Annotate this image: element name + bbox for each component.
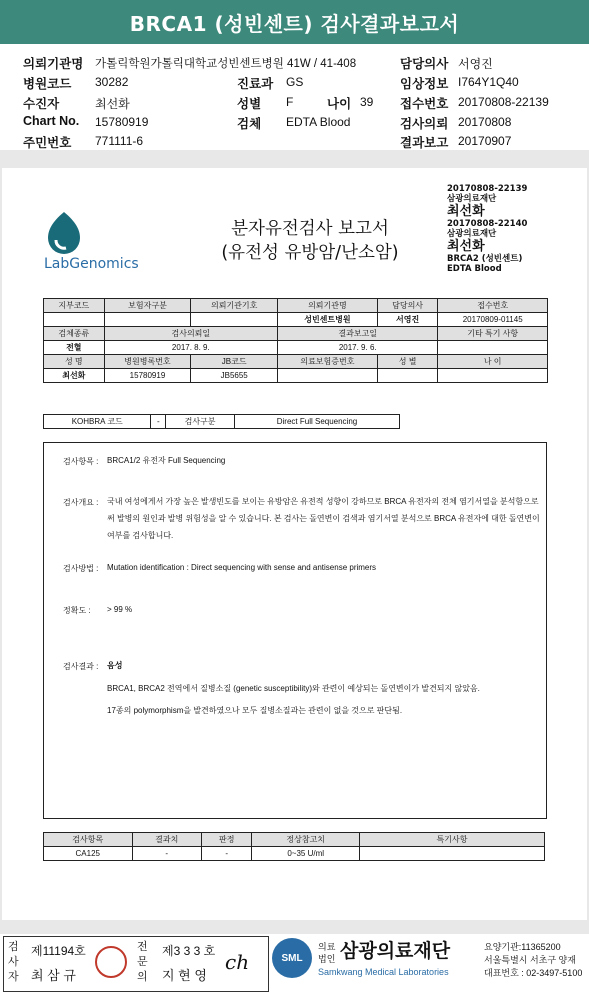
table-cell: 성 명 [44,355,105,369]
hospcode-value: 30282 [95,75,129,89]
sml-text: SML [281,952,303,964]
stamp-line: BRCA2 (성빈센트) [447,254,523,264]
id-label: 주민번호 [23,136,72,150]
table-row [44,299,548,313]
signature-icon: ch [225,950,250,974]
table-cell: 검사구분 [166,415,235,429]
table-cell: 성빈센트병원 [278,313,378,327]
result-line1: BRCA1, BRCA2 전역에서 질병소질 (genetic susceptibility)와 관련이 예상되는 돌연변이가 발견되지 않았음. [107,684,480,693]
patient-label: 수진자 [23,97,60,111]
marker-table [43,832,545,861]
v2-name: 지 현 영 [162,968,207,983]
table-row [44,847,545,861]
v2-label: 전문의 [137,941,148,983]
org-name: 삼광의료재단 [340,940,451,962]
table-cell: 정상참고치 [252,833,360,847]
table-cell: 판정 [201,833,251,847]
table-row [44,341,548,355]
specimen-label: 검체 [237,117,262,131]
table-cell: 결과보고일 [278,327,438,341]
table-cell: 결과치 [132,833,201,847]
inst-value: 가톨릭학원가톨릭대학교성빈센트병원 41W / 41-408 [95,58,357,70]
stamp-line: 최선화 [447,239,485,254]
sex-label: 성별 [237,97,262,111]
stamp-line: 20170808-22139 [447,184,528,194]
table-cell: - [132,847,201,861]
table-cell [438,341,548,355]
org-small1: 의료 [318,942,336,952]
stamp-line: 최선화 [447,204,485,219]
table-cell [360,847,545,861]
sex-value: F [286,95,294,109]
test-details-box [43,442,547,819]
result-line2: 17종의 polymorphism을 발견하였으나 모두 질병소질과는 관련이 없을 것으로 판단됨. [107,706,403,715]
stamp-line: 삼광의료재단 [447,194,497,204]
report-value: 20170907 [458,134,512,148]
table-row [44,833,545,847]
org-en: Samkwang Medical Laboratories [318,967,449,977]
labgenomics-logo-icon [44,210,84,261]
stamp-line: 20170808-22140 [447,219,528,229]
item-label: 검사항목 : [63,457,99,466]
table-cell: 나 이 [438,355,548,369]
table-cell: 기타 특기 사항 [438,327,548,341]
doctor-label: 담당의사 [400,57,449,71]
table-cell: 지부코드 [44,299,105,313]
chart-label: Chart No. [23,114,80,128]
doc-title-line1: 분자유전검사 보고서 [231,219,389,239]
overview-value: 국내 여성에게서 가장 높은 발생빈도를 보이는 유방암은 유전적 성향이 강하므로 BRCA 유전자의 전체 염기서열을 분석함으로써 발병의 원인과 발병 위험성을 알 수 있습니다. 본 검사는 돌연변이 검색과 염기서열 분석으로 BRCA 유전자에 대한 돌연변이 여부를 검사합니다. [107,497,540,540]
table-cell: 검체종류 [44,327,105,341]
table-cell: 검사항목 [44,833,133,847]
age-label: 나이 [327,97,352,111]
stamp-line: EDTA Blood [447,264,502,274]
footer-signatures [0,934,589,1000]
doc-title-line2: (유전성 유방암/난소암) [221,243,399,263]
table-cell: 최선화 [44,369,105,383]
inst-label: 의뢰기관명 [23,57,84,71]
org-addr: 서울특별시 서초구 양재 [484,955,576,965]
result-value: 음성 [107,661,123,670]
table-cell: Direct Full Sequencing [235,415,400,429]
method-value: Mutation identification : Direct sequencing with sense and antisense primers [107,563,377,572]
table-cell: 서영진 [377,313,438,327]
request-label: 검사의뢰 [400,117,449,131]
table-cell [438,369,548,383]
table-cell: 전혈 [44,341,105,355]
label-stamp [447,184,527,274]
table-cell: JB코드 [191,355,278,369]
age-value: 39 [360,95,374,109]
table-cell: 2017. 8. 9. [104,341,277,355]
table-row [44,415,400,429]
stamp-line: 삼광의료재단 [447,229,497,239]
table-cell [191,313,278,327]
table-cell: 의뢰기관기호 [191,299,278,313]
clinical-label: 임상정보 [400,77,449,91]
doc-title [205,217,415,265]
clinical-value: I764Y1Q40 [458,75,519,89]
sml-logo-icon [272,938,312,978]
kohbra-table [43,414,400,429]
accuracy-label: 정확도 : [63,606,91,615]
table-row [44,369,548,383]
dept-value: GS [286,75,304,89]
table-cell: 보험자구분 [104,299,191,313]
receipt-value: 20170808-22139 [458,95,549,109]
org-small2: 법인 [318,954,336,964]
table-cell [44,313,105,327]
accuracy-value: > 99 % [107,605,133,614]
table-cell: 특기사항 [360,833,545,847]
table-row [44,355,548,369]
patient-info-panel [0,44,589,150]
seal-icon [95,946,127,978]
v1-num: 제11194호 [31,944,86,958]
table-row [44,327,548,341]
v1-name: 최 삼 규 [31,968,76,983]
table-cell: - [151,415,166,429]
table-cell: - [201,847,251,861]
table-cell: 성 별 [377,355,438,369]
doctor-value: 서영진 [458,57,493,71]
table-cell: KOHBRA 코드 [44,415,151,429]
table-cell: 2017. 9. 6. [278,341,438,355]
org-code: 요양기관:11365200 [484,942,561,952]
table-cell [104,313,191,327]
table-cell: CA125 [44,847,133,861]
panel-separator [0,150,589,168]
chart-value: 15780919 [95,115,149,129]
hospcode-label: 병원코드 [23,77,72,91]
table-cell: 접수번호 [438,299,548,313]
result-label: 검사결과 : [63,662,99,671]
table-cell: 담당의사 [377,299,438,313]
table-cell: JB5655 [191,369,278,383]
method-label: 검사방법 : [63,564,99,573]
table-cell: 의뢰기관명 [278,299,378,313]
specimen-value: EDTA Blood [286,115,351,129]
dept-label: 진료과 [237,77,274,91]
v1-label: 검사자 [8,941,19,983]
table-cell: 15780919 [104,369,191,383]
info-table [43,298,548,383]
org-phone: 대표번호 : 02-3497-5100 [484,968,583,978]
logo-text: LabGenomics [44,256,139,272]
id-value: 771111-6 [95,134,144,148]
table-cell: 20170809-01145 [438,313,548,327]
item-value: BRCA1/2 유전자 Full Sequencing [107,456,226,465]
table-cell [278,369,378,383]
v2-num: 제3 3 3 호 [162,944,216,958]
table-cell: 의료보험증번호 [278,355,378,369]
receipt-label: 접수번호 [400,97,449,111]
patient-value: 최선화 [95,97,130,111]
report-title-bar [0,0,589,44]
report-label: 결과보고 [400,136,449,150]
table-cell: 검사의뢰일 [104,327,277,341]
table-cell: 0~35 U/ml [252,847,360,861]
request-value: 20170808 [458,115,512,129]
table-row [44,313,548,327]
report-title: BRCA1 (성빈센트) 검사결과보고서 [129,11,460,36]
table-cell [377,369,438,383]
table-cell: 병원병록번호 [104,355,191,369]
overview-label: 검사개요 : [63,498,99,507]
